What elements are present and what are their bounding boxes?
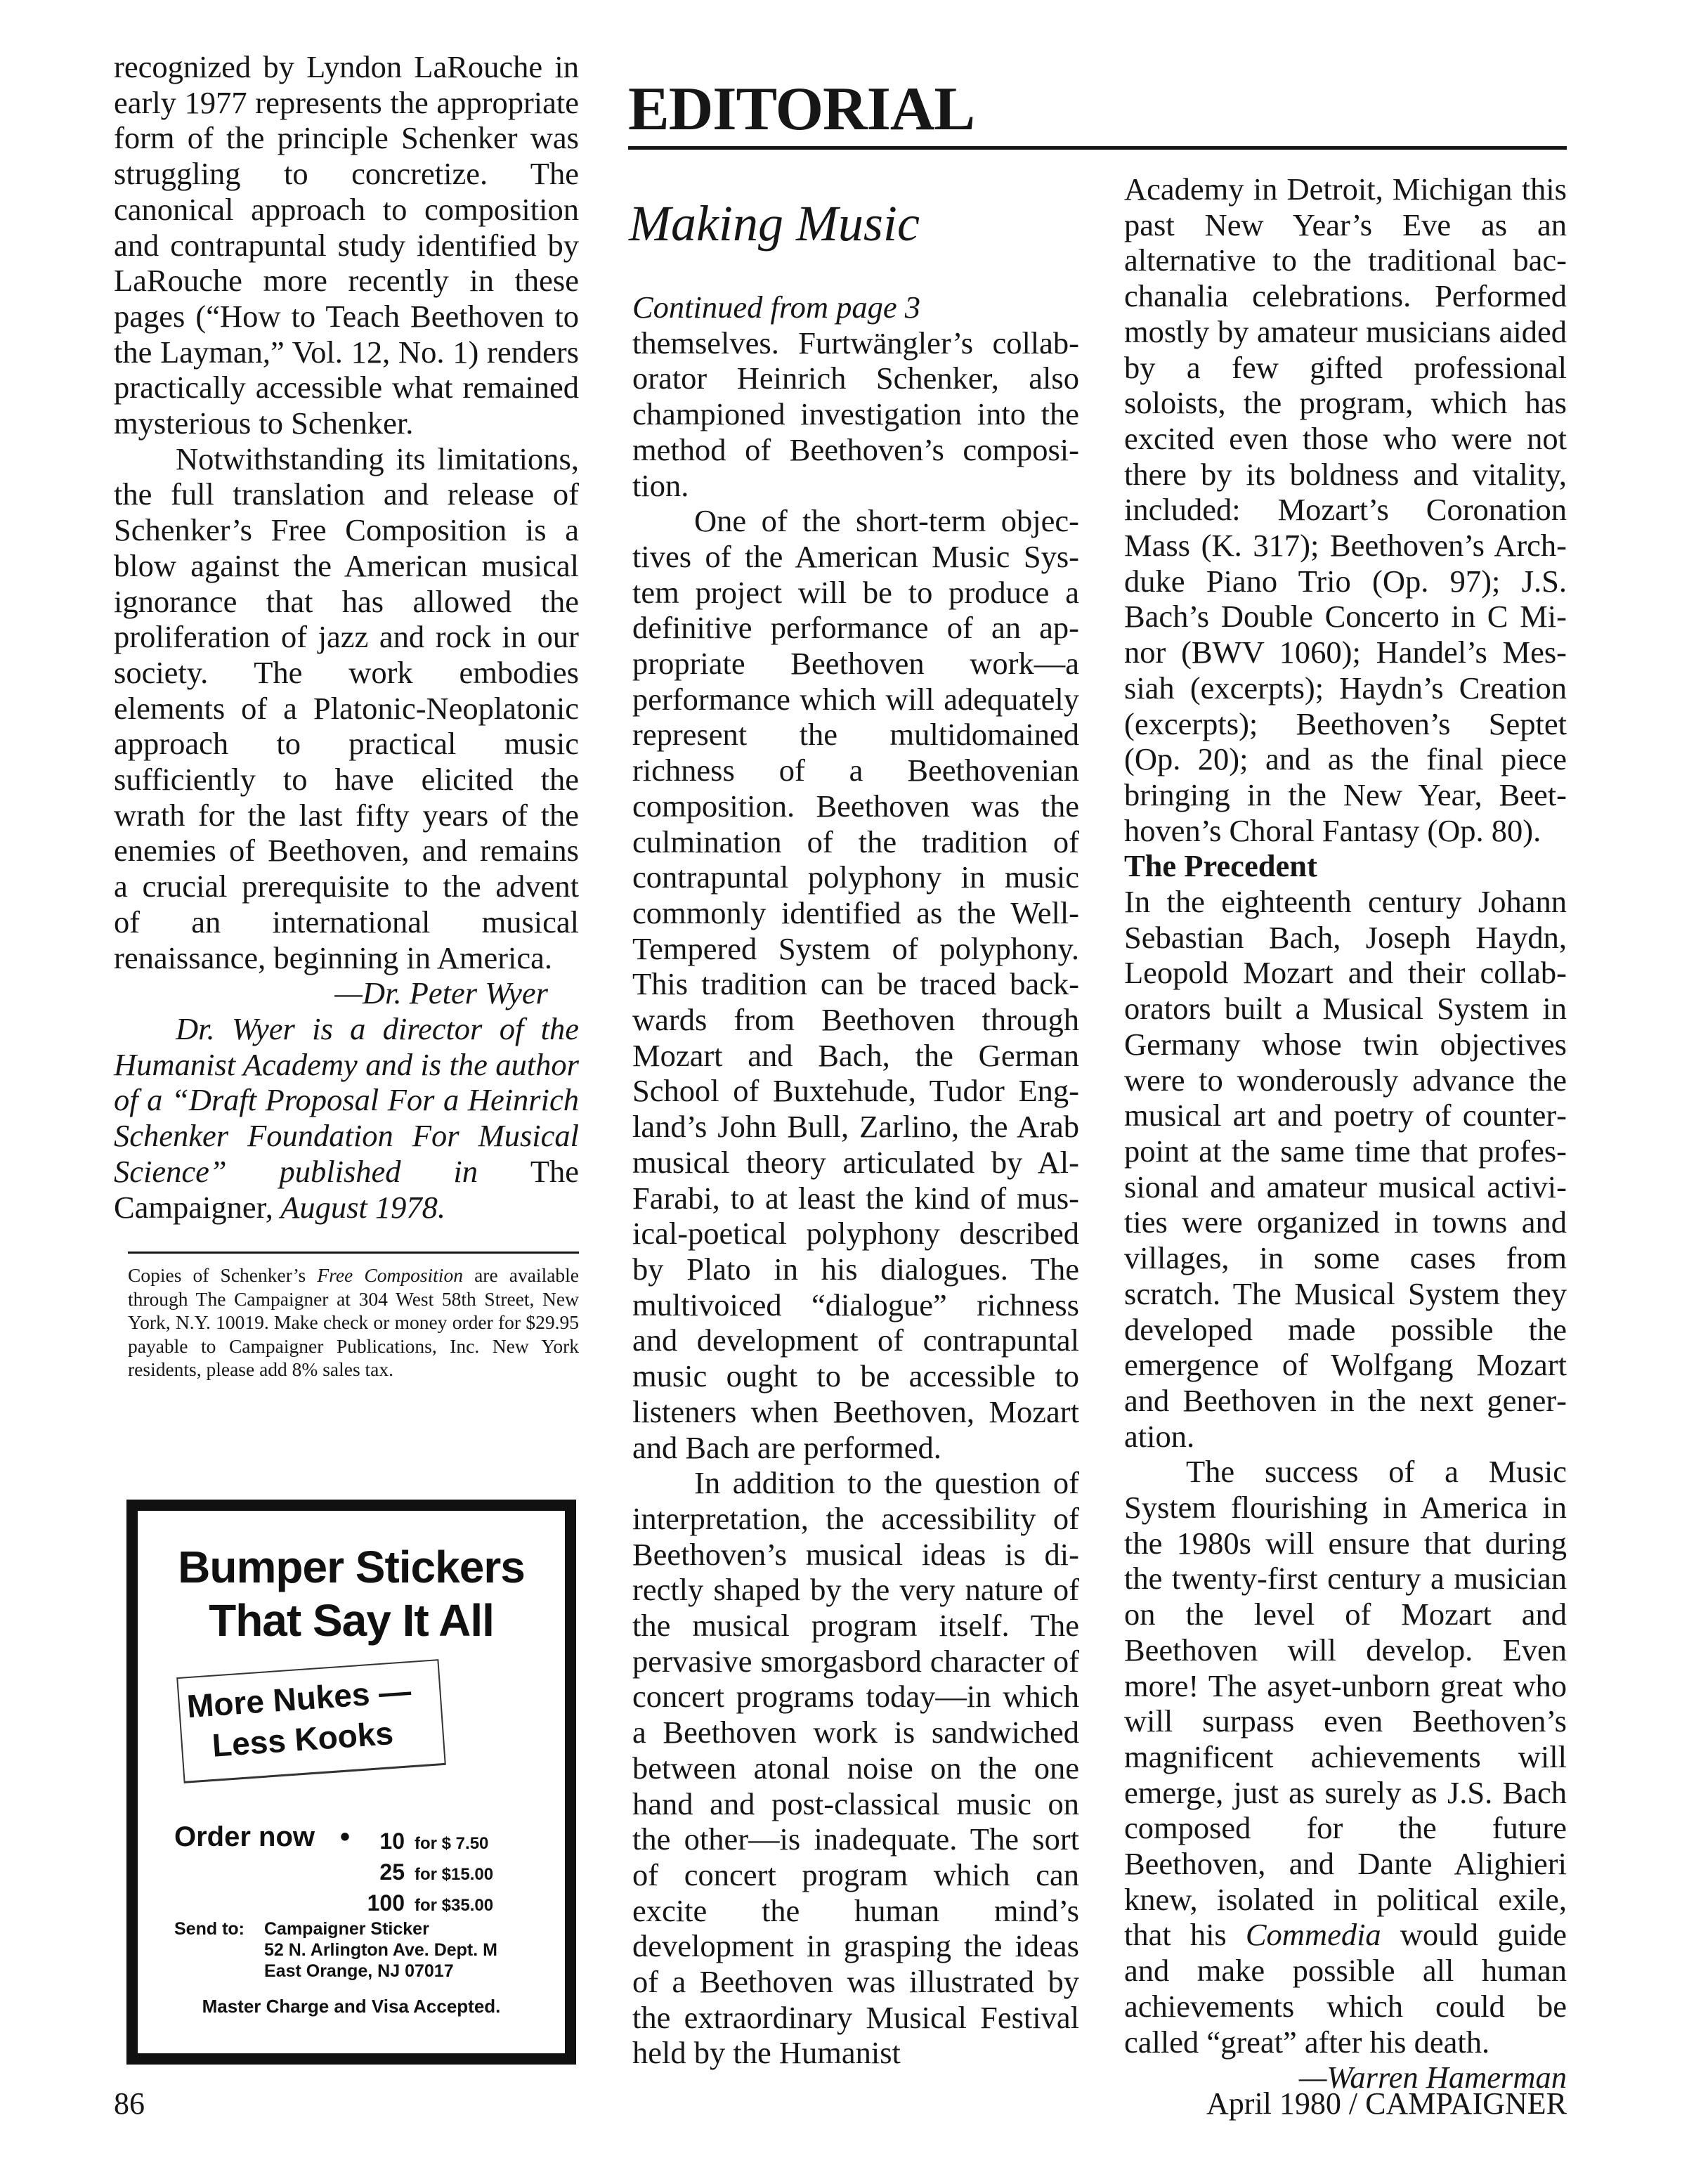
subhead: The Precedent — [1124, 848, 1317, 884]
article-paragraph — [1124, 1454, 1567, 2060]
page-number: 86 — [114, 2086, 145, 2121]
middle-column — [632, 290, 1079, 2071]
article-paragraph: In addition to the question of interpretation, the accessibility of Beethoven’s musical ideas is directly shaped by the very nature of the musical program itself. The pervasive smorgasbord character of concert programs today—in which a Beethoven work is sandwiched between atonal noise on the one hand and post-classical music on the other—is inadequate. The sort of concert program which can excite the human mind’s development in grasping the ideas of a Beethoven was illustrated by the extraordinary Musical Festival held by the Humanist — [632, 1465, 1079, 2071]
note-book-title: Free Composition — [317, 1264, 463, 1287]
price-amount: for $35.00 — [415, 1896, 494, 1915]
issue-line: April 1980 / CAMPAIGNER — [1206, 2086, 1567, 2121]
article-paragraph: themselves. Furtwängler’s collaborator Heinrich Schenker, also championed investigation into the method of Beethoven’s composition. — [632, 325, 1079, 503]
article-signature: —Warren Hamerman — [1298, 2060, 1567, 2095]
ad-title — [138, 1540, 565, 1647]
author-bio-text: Dr. Wyer is a director of the Humanist Academy and is the author of a “Draft Proposal For a Heinrich Schenker Foundation For Musical Science” published in — [114, 1010, 579, 1189]
price-amount: for $ 7.50 — [415, 1834, 489, 1853]
section-title: EDITORIAL — [628, 75, 975, 143]
price-amount: for $15.00 — [415, 1865, 494, 1884]
sticker-line-2: Less Kooks — [211, 1714, 395, 1764]
review-paragraph-2-text: Notwithstanding its limitations, the full translation and release of Schenker’s Free Composition is a blow against the American musical ignorance that has allowed the proliferation of jazz and rock in our society. The work embodies elements of a Platonic-Neoplatonic approach to practical music sufficiently to have elicited the wrath for the last fifty years of the enemies of Beethoven, and remains a crucial prerequisite to the advent of an international musical renaissance, beginning in America. — [114, 441, 579, 975]
payment-note: Master Charge and Visa Accepted. — [202, 1996, 501, 2017]
left-column — [114, 49, 579, 1382]
send-to-label: Send to: — [174, 1919, 245, 1939]
section-masthead — [628, 76, 1567, 150]
note-divider — [128, 1252, 579, 1254]
price-row — [356, 1858, 493, 1889]
mailing-address — [264, 1918, 497, 1982]
continued-note: Continued from page 3 — [632, 290, 920, 325]
sticker-line-1: More Nukes — — [185, 1672, 412, 1725]
article-paragraph: Academy in Detroit, Michigan this past New Year’s Eve as an alternative to the traditional bacchanalia celebrations. Performed mostly by amateur musicians aided by a few gifted professional soloists, the program, which has excited even those who were not there by its boldness and vitality, included: Mozart’s Coronation Mass (K. 317); Beethoven’s Archduke Piano Trio (Op. 97); J.S. Bach’s Double Concerto in C Minor (BWV 1060); Handel’s Messiah (excerpts); Haydn’s Creation (excerpts); Beethoven’s Septet (Op. 20); and as the final piece bringing in the New Year, Beethoven’s Choral Fantasy (Op. 80). — [1124, 171, 1567, 848]
article-paragraph: One of the short-term objectives of the American Music System project will be to produce a definitive performance of an appropriate Beethoven work—a performance which will adequately represent the multidomained richness of a Beethovenian composition. Beethoven was the culmination of the tradition of contrapuntal polyphony in music commonly identified as the Well-Tempered System of polyphony. This tradition can be traced backwards from Beethoven through Mozart and Bach, the German School of Buxtehude, Tudor England’s John Bull, Zarlino, the Arab musical theory articulated by Al-Farabi, to at least the kind of musical-poetical polyphony described by Plato in his dialogues. The multivoiced “dialogue” richness and development of contrapuntal music ought to be accessible to listeners when Beethoven, Mozart and Bach are performed. — [632, 503, 1079, 1465]
bio-date: August 1978. — [280, 1189, 446, 1225]
address-line-3: East Orange, NJ 07017 — [264, 1961, 454, 1981]
price-row — [356, 1827, 488, 1858]
sticker-sample — [176, 1659, 446, 1783]
review-signature: —Dr. Peter Wyer — [334, 975, 548, 1011]
ordering-note — [114, 1263, 579, 1382]
ad-title-line-1: Bumper Stickers — [178, 1542, 525, 1592]
ad-title-line-2: That Say It All — [209, 1595, 494, 1646]
order-bullet: • — [340, 1821, 351, 1852]
note-text-a: Copies of Schenker’s — [128, 1264, 306, 1287]
bumper-sticker-ad — [126, 1500, 576, 2065]
address-line-1: Campaigner Sticker — [264, 1919, 429, 1939]
bio-publication: The Campaigner, — [114, 1153, 579, 1225]
price-row — [356, 1889, 493, 1920]
review-paragraph-2 — [114, 441, 579, 976]
order-now-label: Order now — [174, 1821, 315, 1852]
article-text: would guide and make possible all human achievements which could be called “great” after his death. — [1124, 1917, 1567, 2060]
right-column — [1124, 171, 1567, 2095]
commedia-title: Commedia — [1245, 1917, 1381, 1953]
article-text: The success of a Music System flourishing in America in the 1980s will ensure that during the twenty-first century a musician on the level of Mozart and Beethoven will develop. Even more! The asyet-unborn great who will surpass even Beethoven’s magnificent achievements will emerge, just as surely as J.S. Bach composed for the future Beethoven, and Dante Alighieri knew, isolated in political exile, that his — [1124, 1454, 1567, 1953]
review-paragraph-1: recognized by Lyndon LaRouche in early 1977 represents the appropriate form of the principle Schenker was struggling to concretize. The canonical approach to composition and contrapuntal study identified by LaRouche more recently in these pages (“How to Teach Beethoven to the Layman,” Vol. 12, No. 1) renders practically accessible what remained mysterious to Schenker. — [114, 49, 579, 441]
article-paragraph: In the eighteenth century Johann Sebastian Bach, Joseph Haydn, Leopold Mozart and their collaborators built a Musical System in Germany whose twin objectives were to wonderously advance the musical art and poetry of counterpoint at the same time that professional and amateur musical activities were organized in towns and villages, in some cases from scratch. The Musical System they developed made possible the emergence of Wolfgang Mozart and Beethoven in the next generation. — [1124, 884, 1567, 1454]
article-title: Making Music — [629, 195, 920, 252]
author-bio — [114, 1011, 579, 1225]
note-text-b: are available through The Campaigner at 304 West 58th Street, New York, N.Y. 10019. Make check or money order for $29.95 payable to Campaigner Publications, Inc. New York residents, please add 8% sales tax. — [128, 1264, 580, 1381]
price-qty: 100 — [367, 1890, 405, 1916]
price-qty: 10 — [379, 1828, 405, 1854]
address-line-2: 52 N. Arlington Ave. Dept. M — [264, 1940, 497, 1960]
price-qty: 25 — [379, 1859, 405, 1885]
